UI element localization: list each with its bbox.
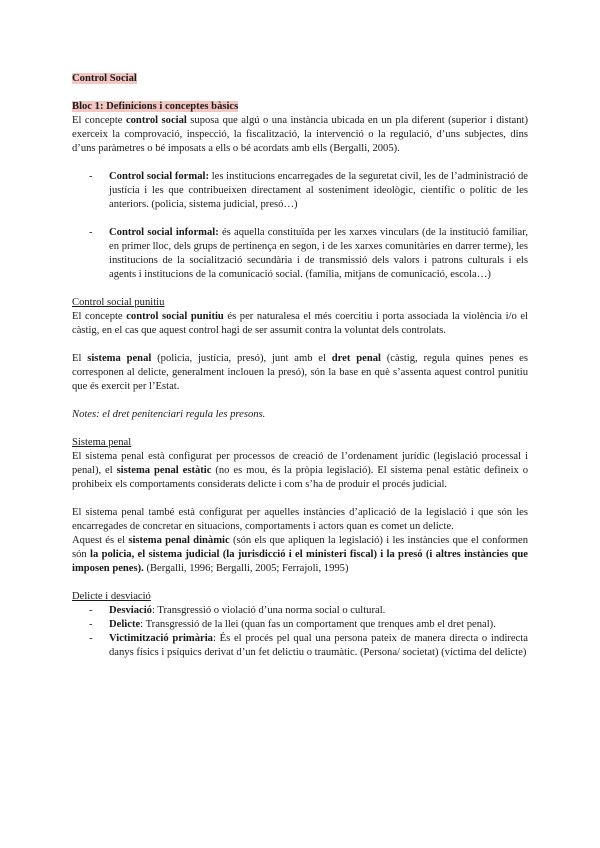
bloc1-heading: Bloc 1: Definicions i conceptes bàsics xyxy=(72,101,239,112)
punitiu-note: Notes: el dret penitenciari regula les presons. xyxy=(72,409,266,420)
sistema-heading: Sistema penal xyxy=(72,437,132,448)
list-item-desviacio: - Desviació: Transgressió o violació d’una norma social o cultural. xyxy=(89,605,386,616)
sistema-paragraph-3: Aquest és el sistema penal dinàmic (són els que apliquen la legislació) i les instàncies que el conformen són la policia, el sistema judicial (la jurisdicció i el ministeri fiscal) i la presó (i altres instàncies que imposen penes). (Bergalli, 1996; Bergalli, 2005; Ferrajoli, 1995) xyxy=(72,535,528,574)
delicte-heading: Delicte i desviació xyxy=(72,591,151,602)
control-social-types-list xyxy=(72,170,528,282)
bloc1-intro: El concepte control social suposa que algú o una instància ubicada en un pla diferent (superior i distant) exerceix la comprovació, inspecció, la fiscalització, la intervenció o la regulació, d’uns subjectes, dins d’uns paràmetres o bé imposats a ells o bé acordats amb ells (Bergalli, 2005). xyxy=(72,115,528,154)
punitiu-paragraph-2: El sistema penal (policia, justícia, presó), junt amb el dret penal (càstig, regula quines penes es corresponen al delicte, generalment inclouen la presó), són la base en què s’assenta aquest control punitiu que és exercit per l’Estat. xyxy=(72,353,529,392)
document-title: Control Social xyxy=(72,73,137,84)
list-item-victimitzacio: - Victimització primària: És el procés pel qual una persona pateix de manera directa o indirecta danys físics i psíquics derivat d’un fet delictiu o traumàtic. (Persona/ societat) (víctima del delicte) xyxy=(89,633,528,658)
list-item-delicte: - Delicte: Transgressió de la llei (quan fas un comportament que trenques amb el dret penal). xyxy=(89,619,496,630)
list-item-control-formal: - Control social formal: les institucions encarregades de la seguretat civil, les de l’administració de justícia i les que contribueixen directament al sosteniment ideològic, científic o polític de les anteriors. (policia, sistema judicial, presó…) xyxy=(89,171,528,210)
list-item-control-informal: - Control social informal: és aquella constituïda per les xarxes vinculars (de la institució familiar, en primer lloc, dels grups de pertinença en segon, i de les xarxes comunitàries en darrer terme), les institucions de la socialització secundària i de transmissió dels valors i patrons culturals i els agents i institucions de la comunicació social. (família, mitjans de comunicació, escola…) xyxy=(89,227,528,280)
delicte-list xyxy=(72,604,528,660)
punitiu-heading: Control social punitiu xyxy=(72,297,165,308)
document-content xyxy=(72,72,528,660)
punitiu-paragraph-1: El concepte control social punitiu és per naturalesa el més coercitiu i porta associada la violència i/o el càstig, en el cas que aquest control hagi de ser assumit contra la voluntat dels controlats. xyxy=(72,311,528,336)
sistema-paragraph-2: El sistema penal també està configurat per aquelles instàncies d’aplicació de la legislació i que són les encarregades de concretar en situacions, comportaments i actors quan es comet un delicte. xyxy=(72,507,528,532)
sistema-paragraph-1: El sistema penal està configurat per processos de creació de l’ordenament jurídic (legislació processal i penal), el sistema penal estàtic (no es mou, és la pròpia legislació). El sistema penal estàtic defineix o prohibeix els comportaments considerats delicte i com s’ha de produir el procés judicial. xyxy=(72,451,529,490)
